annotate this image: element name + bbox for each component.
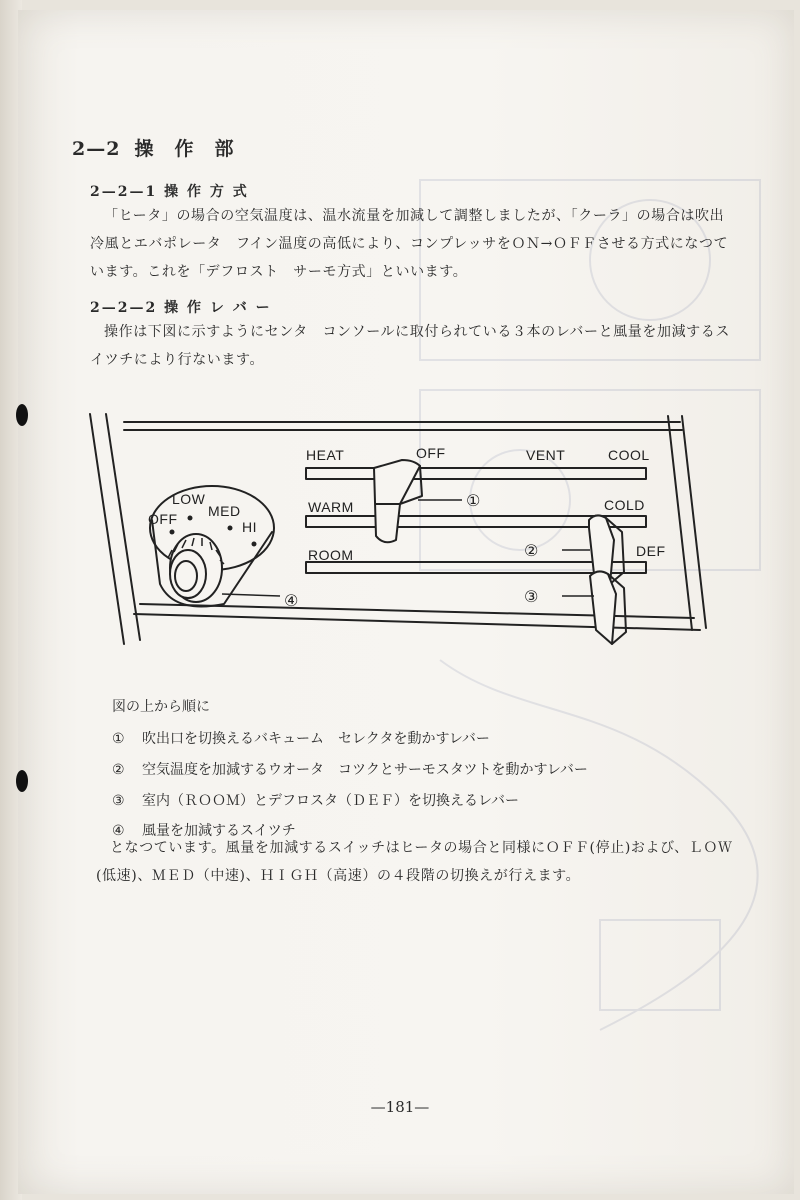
paragraph-line: 冷風とエバポレータ フイン温度の高低により、コンプレッサをＯＮ→ＯＦＦさせる方式になつて xyxy=(90,236,729,252)
list-item-text: 風量を加減するスイツチ xyxy=(142,823,296,839)
list-item-text: 吹出口を切換えるバキューム セレクタを動かすレバー xyxy=(142,731,490,747)
list-intro: 図の上から順に xyxy=(112,699,210,715)
slot-1 xyxy=(306,468,646,479)
list-item-number: ① xyxy=(112,731,125,747)
label-knob-off: OFF xyxy=(148,511,178,527)
list-item-number: ② xyxy=(112,762,125,778)
callout-2: ② xyxy=(524,541,539,560)
label-cool: COOL xyxy=(608,447,650,463)
page-number: —181— xyxy=(370,1098,430,1116)
label-knob-med: MED xyxy=(208,503,241,519)
paragraph-line: います。これを「デフロスト サーモ方式」といいます。 xyxy=(90,264,468,280)
label-def: DEF xyxy=(636,543,666,559)
callout-1: ① xyxy=(466,491,481,510)
lever-1 xyxy=(374,460,420,542)
label-knob-hi: HI xyxy=(242,519,257,535)
section-number: 2—2 xyxy=(72,138,121,160)
list-item-number: ③ xyxy=(112,793,125,809)
paragraph-operation-method xyxy=(90,202,740,286)
list-item-text: 空気温度を加減するウオータ コツクとサーモスタツトを動かすレバー xyxy=(142,762,588,778)
subsection-heading-1: 2—2—1 操 作 方 式 xyxy=(90,184,249,200)
list-item xyxy=(112,759,588,779)
panel-left-edge xyxy=(90,414,124,644)
section-heading xyxy=(72,134,234,161)
lever-3 xyxy=(590,571,616,644)
label-off: OFF xyxy=(416,445,446,461)
paragraph-line: 「ヒータ」の場合の空気温度は、温水流量を加減して調整しましたが、「クーラ」の場合は吹出 xyxy=(104,208,725,224)
callout-4: ④ xyxy=(284,591,299,610)
paragraph-line: イツチにより行ないます。 xyxy=(90,352,265,368)
label-warm: WARM xyxy=(308,499,354,515)
list-item xyxy=(112,790,519,810)
section-title: 操 作 部 xyxy=(134,138,235,160)
list-item-text: 室内（ＲＯＯＭ）とデフロスタ（ＤＥＦ）を切換えるレバー xyxy=(142,793,520,809)
binding-hole-top xyxy=(16,404,28,426)
paragraph-line: (低速)、ＭＥＤ（中速)、ＨＩＧＨ（高速）の４段階の切換えが行えます。 xyxy=(96,868,581,884)
paragraph-fan-switch xyxy=(96,834,756,890)
subsection-heading-2: 2—2—2 操 作 レ バ ー xyxy=(90,300,272,316)
label-knob-low: LOW xyxy=(172,491,206,507)
control-panel-diagram xyxy=(84,408,724,678)
label-vent: VENT xyxy=(526,447,566,463)
paragraph-line: 操作は下図に示すようにセンタ コンソールに取付られている３本のレバーと風量を加減するス xyxy=(104,324,730,340)
label-cold: COLD xyxy=(604,497,645,513)
binding-hole-bottom xyxy=(16,770,28,792)
paragraph-operation-levers xyxy=(90,318,740,374)
list-item-number: ④ xyxy=(112,823,125,839)
list-item xyxy=(112,728,490,748)
paragraph-line: となつています。風量を加減するスイッチはヒータの場合と同様にＯＦＦ(停止)および、ＬＯＷ xyxy=(110,840,733,856)
callout-3: ③ xyxy=(524,587,539,606)
label-room: ROOM xyxy=(308,547,354,563)
label-heat: HEAT xyxy=(306,447,345,463)
